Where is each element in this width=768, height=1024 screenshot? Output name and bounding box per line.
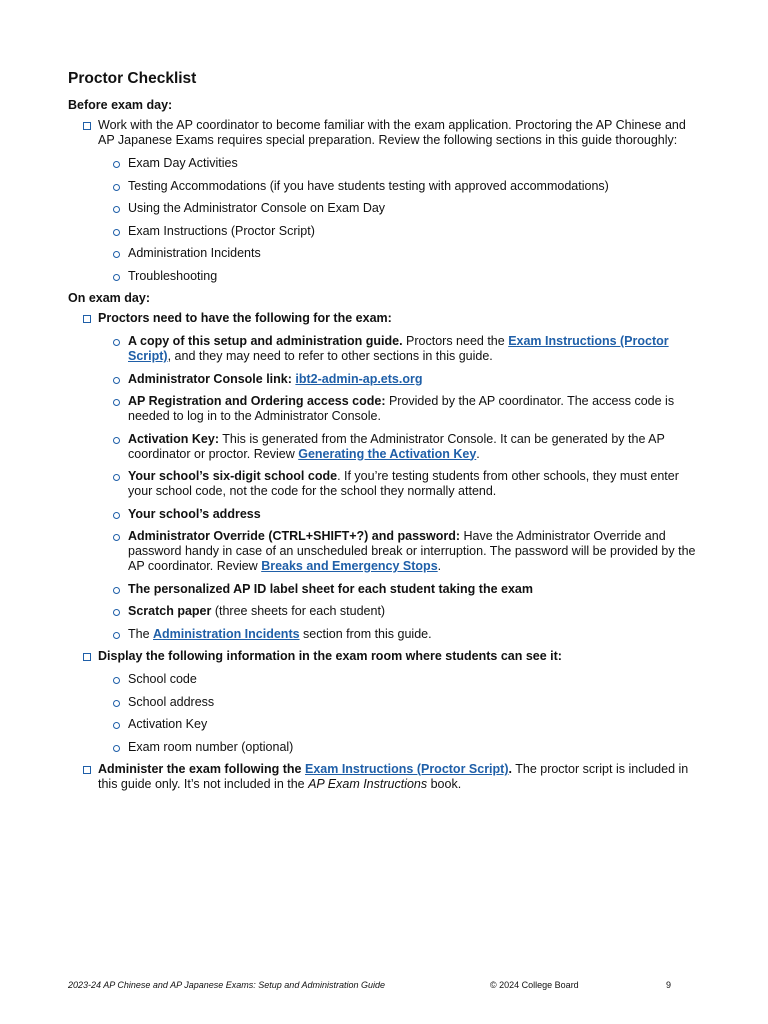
link-exam-instructions-2[interactable]: Exam Instructions (Proctor Script) — [304, 762, 509, 776]
sublist — [98, 334, 698, 642]
before-checklist — [68, 118, 698, 284]
list-item: Exam Day Activities — [98, 156, 698, 171]
checklist-item-title: Proctors need to have the following for the exam: — [98, 311, 392, 325]
circle-bullet-icon — [113, 700, 120, 707]
sublist — [98, 156, 698, 284]
checkbox-icon — [83, 766, 91, 774]
link-exam-instructions[interactable]: Exam Instructions (Proctor Script) — [128, 334, 669, 363]
section-heading-before: Before exam day: — [68, 98, 173, 112]
circle-bullet-icon — [113, 745, 120, 752]
circle-bullet-icon — [113, 437, 120, 444]
sublist — [98, 672, 698, 755]
section-heading-on: On exam day: — [68, 291, 150, 305]
link-breaks-emergency-stops[interactable]: Breaks and Emergency Stops — [261, 559, 438, 573]
list-item: School code — [98, 672, 698, 687]
circle-bullet-icon — [113, 587, 120, 594]
checklist-item-title: Display the following information in the exam room where students can see it: — [98, 649, 562, 663]
checklist-item — [68, 311, 698, 642]
circle-bullet-icon — [113, 274, 120, 281]
footer-copyright: © 2024 College Board — [490, 980, 579, 990]
list-item: Testing Accommodations (if you have students testing with approved accommodations) — [98, 179, 698, 194]
checkbox-icon — [83, 653, 91, 661]
list-item: Your school’s address — [98, 507, 698, 522]
link-admin-console[interactable]: ibt2-admin-ap.ets.org — [295, 371, 423, 386]
page-number: 9 — [666, 980, 672, 990]
link-administration-incidents[interactable]: Administration Incidents — [153, 626, 300, 641]
list-item: Exam Instructions (Proctor Script) — [98, 224, 698, 239]
circle-bullet-icon — [113, 632, 120, 639]
circle-bullet-icon — [113, 161, 120, 168]
list-item: Your school’s six-digit school code. If you’re testing students from other schools, they must enter your school code, not the code for the school they normally attend. — [98, 469, 698, 499]
list-item: Exam room number (optional) — [98, 740, 698, 755]
circle-bullet-icon — [113, 609, 120, 616]
list-item: A copy of this setup and administration guide. Proctors need the Exam Instructions (Proctor Script), and they may need to refer to other sections in this guide. — [98, 334, 698, 364]
page-content — [68, 68, 698, 799]
list-item: Troubleshooting — [98, 269, 698, 284]
list-item: The personalized AP ID label sheet for each student taking the exam — [98, 582, 698, 597]
circle-bullet-icon — [113, 677, 120, 684]
checklist-item — [68, 649, 698, 755]
list-item: School address — [98, 695, 698, 710]
checkbox-icon — [83, 122, 91, 130]
circle-bullet-icon — [113, 474, 120, 481]
circle-bullet-icon — [113, 251, 120, 258]
list-item: Using the Administrator Console on Exam Day — [98, 201, 698, 216]
circle-bullet-icon — [113, 399, 120, 406]
footer-guide-title: 2023-24 AP Chinese and AP Japanese Exams: Setup and Administration Guide — [68, 980, 386, 990]
circle-bullet-icon — [113, 229, 120, 236]
checklist-item — [68, 118, 698, 284]
list-item: Administrator Console link: ibt2-admin-ap.ets.org — [98, 372, 698, 387]
circle-bullet-icon — [113, 377, 120, 384]
list-item: Scratch paper (three sheets for each student) — [98, 604, 698, 619]
circle-bullet-icon — [113, 722, 120, 729]
list-item: Administration Incidents — [98, 246, 698, 261]
checklist-item-text: Work with the AP coordinator to become familiar with the exam application. Proctoring the AP Chinese and AP Japanese Exams requires special preparation. Review the following sections in this guide thoroughly: — [98, 118, 686, 147]
checkbox-icon — [83, 315, 91, 323]
circle-bullet-icon — [113, 512, 120, 519]
list-item: Activation Key: This is generated from the Administrator Console. It can be generated by the AP coordinator or proctor. Review Generating the Activation Key. — [98, 432, 698, 462]
list-item: AP Registration and Ordering access code: Provided by the AP coordinator. The access code is needed to log in to the Administrator Console. — [98, 394, 698, 424]
checklist-item: Administer the exam following the Exam Instructions (Proctor Script). The proctor script is included in this guide only. It’s not included in the AP Exam Instructions book. — [68, 762, 698, 792]
list-item: The Administration Incidents section from this guide. — [98, 627, 698, 642]
circle-bullet-icon — [113, 206, 120, 213]
circle-bullet-icon — [113, 534, 120, 541]
circle-bullet-icon — [113, 184, 120, 191]
page-title: Proctor Checklist — [68, 70, 197, 87]
circle-bullet-icon — [113, 339, 120, 346]
list-item: Administrator Override (CTRL+SHIFT+?) and password: Have the Administrator Override and password handy in case of an unscheduled break or interruption. The password will be provided by the AP coordinator. Review Breaks and Emergency Stops. — [98, 529, 698, 574]
link-generating-activation-key[interactable]: Generating the Activation Key — [298, 446, 477, 461]
list-item: Activation Key — [98, 717, 698, 732]
on-checklist — [68, 311, 698, 792]
